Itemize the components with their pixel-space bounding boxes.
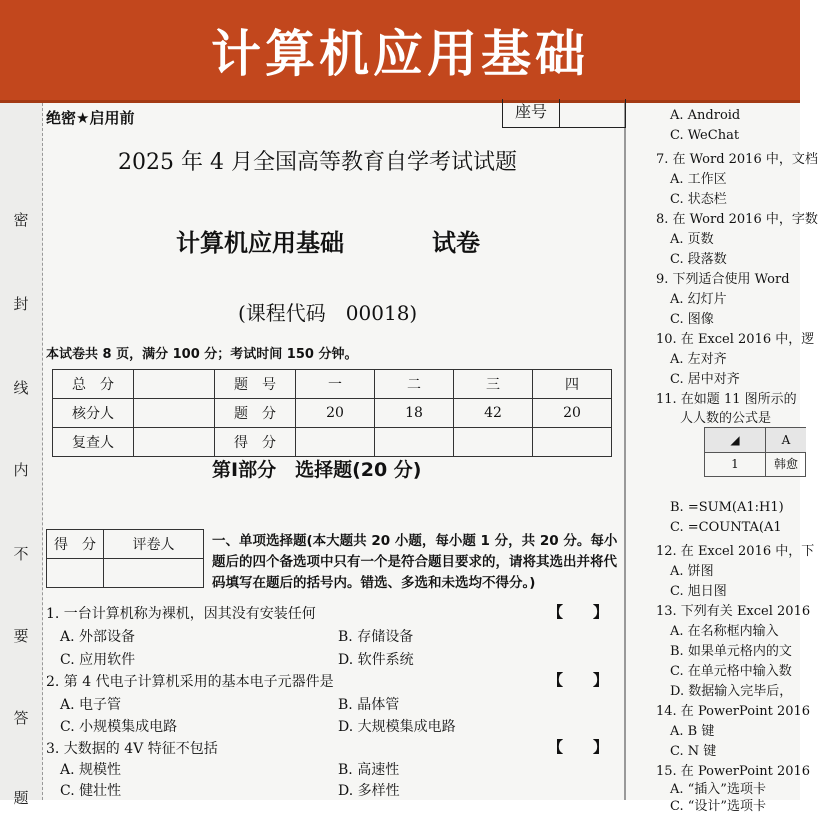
banner-title: 计算机应用基础 xyxy=(211,25,589,83)
grader-table xyxy=(46,529,204,588)
right-line: C. 居中对齐 xyxy=(670,372,740,387)
table-cell: 复查人 xyxy=(53,428,134,457)
right-line: C. 在单元格中输入数 xyxy=(670,664,792,679)
course-code: (课程代码 00018) xyxy=(238,301,418,325)
exam-info: 本试卷共 8 页，满分 100 分；考试时间 150 分钟。 xyxy=(46,347,358,362)
right-line: C. 状态栏 xyxy=(670,192,727,207)
title-banner xyxy=(0,0,800,103)
table-cell: 三 xyxy=(454,370,533,399)
option-c: C. 应用软件 xyxy=(60,652,136,668)
table-cell xyxy=(533,428,612,457)
table-cell: 18 xyxy=(375,399,454,428)
figure-row-1: 1 xyxy=(705,453,766,476)
seat-label: 座号 xyxy=(503,99,560,127)
table-cell: 二 xyxy=(375,370,454,399)
table-cell xyxy=(134,428,215,457)
binding-char: 内 xyxy=(13,461,29,479)
right-line: C. 段落数 xyxy=(670,252,727,267)
right-line: C. 图像 xyxy=(670,312,714,327)
table-row xyxy=(47,559,204,588)
table-cell: 四 xyxy=(533,370,612,399)
table-cell xyxy=(454,428,533,457)
table-cell: 一 xyxy=(296,370,375,399)
right-line: C. 旭日图 xyxy=(670,584,727,599)
table-cell xyxy=(296,428,375,457)
right-line: 11. 在如题 11 图所示的 xyxy=(656,392,797,407)
right-line: 7. 在 Word 2016 中，文档 xyxy=(656,152,818,167)
answer-bracket: 【 】 xyxy=(548,603,609,621)
right-line: C. =COUNTA(A1 xyxy=(670,520,782,535)
question-11-figure xyxy=(704,427,806,477)
binding-char: 要 xyxy=(13,627,29,645)
right-line: B. 如果单元格内的文 xyxy=(670,644,792,659)
option-a: A. 外部设备 xyxy=(60,629,136,645)
right-line: 15. 在 PowerPoint 2016 xyxy=(656,764,811,779)
table-cell: 20 xyxy=(296,399,375,428)
score-table xyxy=(52,369,612,457)
grader-score-label: 得 分 xyxy=(47,530,104,559)
right-line: 12. 在 Excel 2016 中，下 xyxy=(656,544,815,559)
question-stem: 3. 大数据的 4V 特征不包括 xyxy=(46,741,218,757)
table-cell xyxy=(134,370,215,399)
paper-word: 试卷 xyxy=(432,229,480,257)
right-line: 人人数的公式是 xyxy=(680,411,772,426)
exam-title: 2025 年 4 月全国高等教育自学考试试题 xyxy=(118,150,517,175)
binding-margin xyxy=(0,103,43,807)
right-line: 13. 下列有关 Excel 2016 xyxy=(656,604,811,619)
part-title: 第Ⅰ部分 选择题(20 分) xyxy=(212,459,422,481)
table-row xyxy=(53,370,612,399)
option-d: D. 多样性 xyxy=(338,783,400,799)
right-line: 8. 在 Word 2016 中，字数 xyxy=(656,212,818,227)
exam-page xyxy=(42,103,626,800)
option-b: B. 高速性 xyxy=(338,762,400,778)
grader-score-cell xyxy=(47,559,104,588)
right-line: A. 幻灯片 xyxy=(670,292,727,307)
option-d: D. 大规模集成电路 xyxy=(338,719,456,735)
binding-char: 封 xyxy=(13,295,29,313)
grader-name-cell xyxy=(104,559,204,588)
table-row xyxy=(53,399,612,428)
figure-col-a: A xyxy=(766,428,806,453)
next-page-column xyxy=(628,103,818,814)
right-line: B. =SUM(A1:H1) xyxy=(670,500,784,515)
answer-bracket: 【 】 xyxy=(548,738,609,756)
table-cell: 20 xyxy=(533,399,612,428)
binding-char: 密 xyxy=(13,211,29,229)
exam-paper xyxy=(0,102,818,814)
option-c: C. 健壮性 xyxy=(60,783,122,799)
option-a: A. 规模性 xyxy=(60,762,122,778)
seat-box xyxy=(502,99,626,128)
binding-char: 答 xyxy=(13,709,29,727)
table-cell xyxy=(375,428,454,457)
option-b: B. 晶体管 xyxy=(338,697,400,713)
right-line: C. “设计”选项卡 xyxy=(670,799,767,814)
answer-bracket: 【 】 xyxy=(548,671,609,689)
right-line: D. 数据输入完毕后， xyxy=(670,684,793,699)
right-line: 14. 在 PowerPoint 2016 xyxy=(656,704,811,719)
right-line: 9. 下列适合使用 Word xyxy=(656,272,790,287)
option-a: A. 电子管 xyxy=(60,697,122,713)
table-cell xyxy=(134,399,215,428)
right-line: A. “插入”选项卡 xyxy=(670,782,766,797)
instructions: 一、单项选择题(本大题共 20 小题，每小题 1 分，共 20 分。每小题后的四个备选项中只有一个是符合题目要求的，请将其选出并将代码填写在题后的括号内。错选、多选和未选均不得分。) xyxy=(212,533,618,591)
table-row xyxy=(53,428,612,457)
option-b: B. 存储设备 xyxy=(338,629,414,645)
right-line: A. Android xyxy=(670,108,741,123)
right-line: C. WeChat xyxy=(670,128,740,143)
right-line: 10. 在 Excel 2016 中，逻 xyxy=(656,332,815,347)
figure-corner: ◢ xyxy=(705,428,766,453)
right-line: A. 页数 xyxy=(670,232,714,247)
table-cell: 核分人 xyxy=(53,399,134,428)
grader-label: 评卷人 xyxy=(104,530,204,559)
option-d: D. 软件系统 xyxy=(338,652,414,668)
right-line: C. N 键 xyxy=(670,744,717,759)
option-c: C. 小规模集成电路 xyxy=(60,719,178,735)
binding-char: 不 xyxy=(13,545,29,563)
table-cell: 总 分 xyxy=(53,370,134,399)
table-cell: 42 xyxy=(454,399,533,428)
binding-char: 题 xyxy=(13,789,29,807)
right-line: A. 左对齐 xyxy=(670,352,727,367)
subject-title: 计算机应用基础 xyxy=(176,229,344,257)
right-line: A. B 键 xyxy=(670,724,715,739)
question-stem: 1. 一台计算机称为裸机，因其没有安装任何 xyxy=(46,606,316,622)
table-cell: 题 号 xyxy=(215,370,296,399)
right-line: A. 在名称框内输入 xyxy=(670,624,779,639)
figure-cell: 韩愈 xyxy=(773,457,798,471)
table-cell: 题 分 xyxy=(215,399,296,428)
question-stem: 2. 第 4 代电子计算机采用的基本电子元器件是 xyxy=(46,674,334,690)
table-row xyxy=(47,530,204,559)
right-line: A. 工作区 xyxy=(670,172,727,187)
table-cell: 得 分 xyxy=(215,428,296,457)
secret-label: 绝密★启用前 xyxy=(46,109,135,127)
right-line: A. 饼图 xyxy=(670,564,714,579)
binding-char: 线 xyxy=(13,379,29,397)
